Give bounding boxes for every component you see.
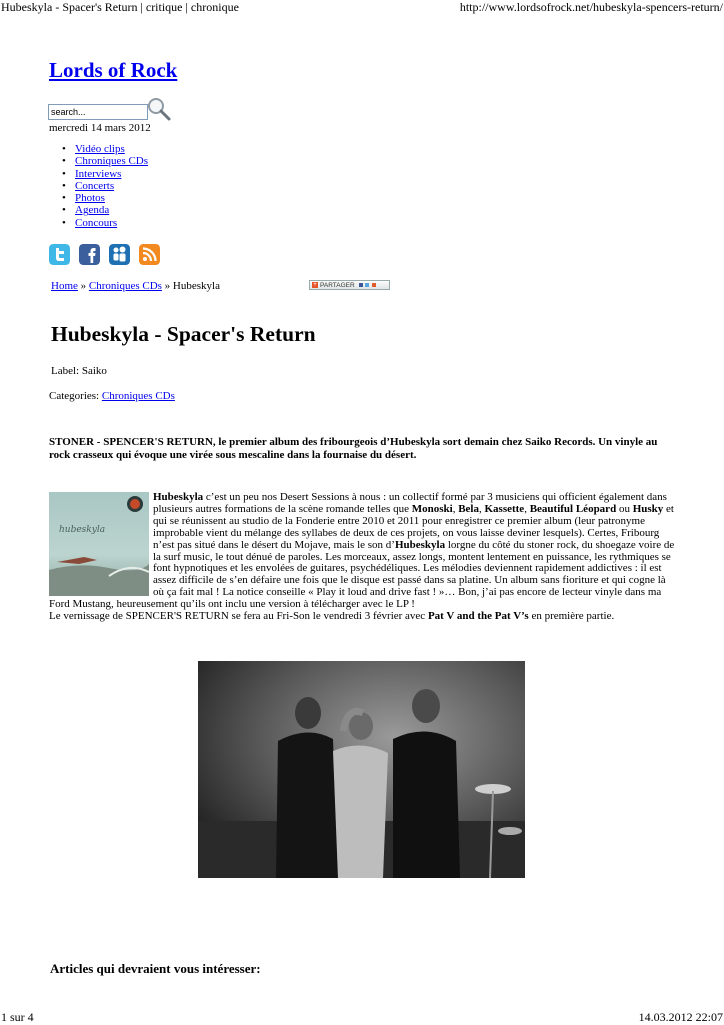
body-text-segment: c’est un peu nos Desert Sessions à nous : un collectif formé par 3 musiciens qui officient également dans plusieurs autres formations de la scène romande telles que [153,491,667,515]
breadcrumb-home[interactable]: Home [51,280,78,292]
nav-item-chroniques-cds [62,155,148,167]
breadcrumb-section[interactable]: Chroniques CDs [88,280,162,292]
site-title-link[interactable]: Lords of Rock [49,58,178,82]
band-name: Husky [632,502,664,515]
article-body [49,492,677,623]
nav-link-concerts[interactable]: Concerts [75,179,115,192]
print-footer-page: 1 sur 4 [1,1010,34,1024]
body-text-segment: Le vernissage de SPENCER'S RETURN se fera au Fri-Son le vendredi 3 février avec [49,610,428,623]
breadcrumb [51,280,220,292]
vernissage-paragraph [49,611,677,623]
twitter-icon[interactable] [49,244,70,265]
nav-link-concours[interactable]: Concours [75,216,118,229]
plus-icon: + [313,282,317,289]
band-name: Kassette [484,502,525,515]
article-label: Label: Saiko [51,365,107,377]
band-name: Pat V and the Pat V’s [427,610,529,623]
share-services-icon [365,283,369,287]
body-text-segment: , [478,502,485,515]
share-services-icon [372,283,376,287]
article-title: Hubeskyla - Spacer's Return [51,322,316,346]
band-name: Hubeskyla [394,538,446,551]
body-text-segment: , [452,502,459,515]
current-date: mercredi 14 mars 2012 [49,122,151,134]
myspace-icon[interactable] [109,244,130,265]
article-lead: STONER - SPENCER'S RETURN, le premier album des fribourgeois d’Hubeskyla sort demain chez Saiko Records. Un vinyle au rock crasseux qui évoque une virée sous mescaline dans la fournaise du désert. [49,436,658,461]
nav-item-concours [62,217,148,229]
print-footer-timestamp: 14.03.2012 22:07 [638,1010,723,1024]
nav-item-agenda [62,204,148,216]
nav-item-video-clips [62,143,148,155]
share-label: PARTAGER [320,282,355,289]
nav-link-chroniques-cds[interactable]: Chroniques CDs [75,155,149,168]
band-photo [198,661,525,878]
body-text-segment: lorgne du côté du stoner rock, du shoegaze voire de la surf music, le tout dénué de paroles. Les morceaux, assez longs, montent lentement en puissance, les rythmiques se font hypnotiques et les envolées de guitares, psychédéliques. Les mélodies deviennent rapidement addictives : il est assez difficile de s’en défaire une fois que le disque est passé dans sa platine. Un album sans fioriture et qui cogne là où ça fait mal ! La notice conseille « Play it loud and drive fast ! »… Bon, j’ai pas encore de lecteur vinyle dans ma Ford Mustang, heureusement qu’ils ont inclu une version à télécharger avec le LP ! [49,538,675,611]
band-name: Hubeskyla [153,491,204,503]
print-header-url: http://www.lordsofrock.net/hubeskyla-spencers-return/ [459,0,723,14]
album-cover-spacer [49,492,153,596]
breadcrumb-separator: » [80,280,87,292]
category-link[interactable]: Chroniques CDs [101,390,175,402]
search-icon[interactable] [146,96,172,122]
search-input[interactable] [48,104,148,120]
nav-item-concerts [62,180,148,192]
body-text-segment: en première partie. [528,610,615,623]
nav-link-video-clips[interactable]: Vidéo clips [75,143,125,155]
nav-item-interviews [62,168,148,180]
print-header-title: Hubeskyla - Spacer's Return | critique | chronique [1,0,239,14]
band-name: Bela [458,502,479,515]
band-name: Monoski [411,502,453,515]
body-text-segment: ou [616,502,633,515]
related-articles-heading: Articles qui devraient vous intéresser: [50,961,261,976]
body-text-segment: , [524,502,530,515]
svg-text:hubeskyla: hubeskyla [59,525,106,535]
article-categories [49,390,175,402]
rss-icon[interactable] [139,244,160,265]
categories-prefix: Categories: [49,390,100,402]
band-name: Beautiful Léopard [529,502,617,515]
facebook-icon[interactable] [79,244,100,265]
nav-link-agenda[interactable]: Agenda [75,204,110,217]
share-services-icon [359,283,363,287]
nav-item-photos [62,192,148,204]
main-nav [62,143,148,229]
share-button[interactable] [309,280,390,290]
breadcrumb-separator: » [164,280,171,292]
breadcrumb-current: Hubeskyla [172,280,220,292]
nav-link-interviews[interactable]: Interviews [75,167,122,180]
nav-link-photos[interactable]: Photos [75,192,105,205]
body-text-segment: et qui se réunissent au studio de la Fonderie entre 2010 et 2011 pour enregistrer ce premier album (leur patronyme improbable vient du mélange des syllabes de deux de ces projets, on vous laisse deviner lesquels). Certes, Fribourg n’est pas situé dans le désert du Mojave, mais le son d’ [153,502,674,551]
